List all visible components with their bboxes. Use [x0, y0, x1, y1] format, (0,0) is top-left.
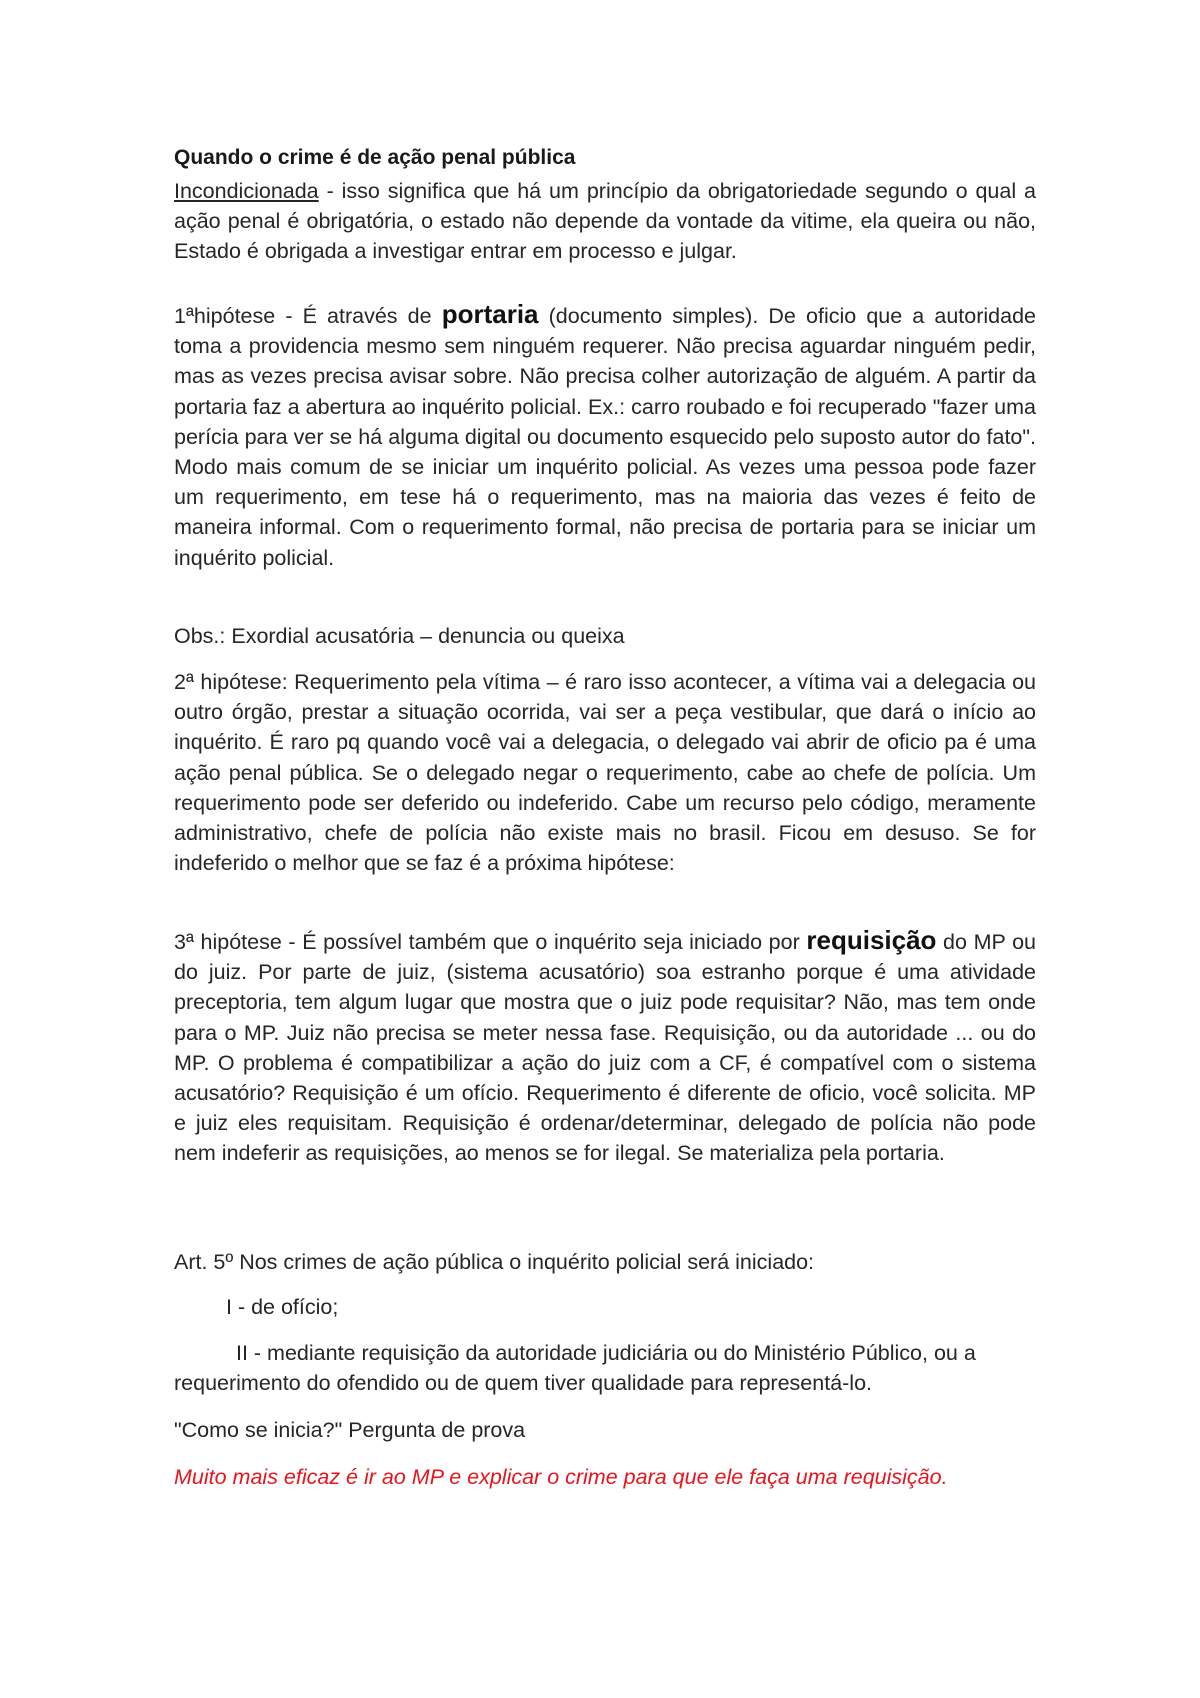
paragraph-text: do MP ou do juiz. Por parte de juiz, (sistema acusatório) soa estranho porque é uma atividade preceptoria, tem algum lugar que mostra que o juiz pode requisitar? Não, mas tem onde para o MP. Juiz não precisa se meter nessa fase. Requisição, ou da autoridade ... ou do MP. O problema é compatibilizar a ação do juiz com a CF, é compatível com o sistema acusatório? Requisição é um ofício. Requerimento é diferente de oficio, você solicita. MP e juiz eles requisitam. Requisição é ordenar/determinar, delegado de polícia não pode nem indeferir as requisições, ao menos se for ilegal. Se materializa pela portaria.	[174, 930, 1036, 1166]
paragraph-text: - isso significa que há um princípio da obrigatoriedade segundo o qual a ação penal é obrigatória, o estado não depende da vontade da vitime, ela queira ou não, Estado é obrigada a investigar entrar em processo e julgar.	[174, 179, 1036, 264]
keyword-portaria: portaria	[441, 299, 539, 329]
paragraph-inciso-2: II - mediante requisição da autoridade judiciária ou do Ministério Público, ou a requerimento do ofendido ou de quem tiver qualidade para representá-lo.	[174, 1341, 976, 1396]
paragraph-incondicionada	[174, 176, 1036, 267]
keyword-requisicao: requisição	[806, 925, 937, 955]
paragraph-third-hypothesis	[174, 925, 1036, 1169]
paragraph-second-hypothesis: 2ª hipótese: Requerimento pela vítima – é raro isso acontecer, a vítima vai a delegacia ou outro órgão, prestar a situação ocorrida, vai ser a peça vestibular, que dará o início ao inquérito. É raro pq quando você vai a delegacia, o delegado vai abrir de oficio pa é uma ação penal pública. Se o delegado negar o requerimento, cabe ao chefe de polícia. Um requerimento pode ser deferido ou indeferido. Cabe um recurso pelo código, meramente administrativo, chefe de polícia não existe mais no brasil. Ficou em desuso. Se for indeferido o melhor que se faz é a próxima hipótese:	[174, 670, 1036, 876]
paragraph-first-hypothesis	[174, 299, 1036, 573]
paragraph-text: 3ª hipótese - É possível também que o inquérito seja iniciado por	[174, 930, 807, 954]
paragraph-text: (documento simples). De oficio que a autoridade toma a providencia mesmo sem ninguém requerer. Não precisa aguardar ninguém pedir, mas as vezes precisa avisar sobre. Não precisa colher autorização de alguém. A partir da portaria faz a abertura ao inquérito policial. Ex.: carro roubado e foi recuperado "fazer uma perícia para ver se há alguma digital ou documento esquecido pelo suposto autor do fato". Modo mais comum de se iniciar um inquérito policial. As vezes uma pessoa pode fazer um requerimento, em tese há o requerimento, mas na maioria das vezes é feito de maneira informal. Com o requerimento formal, não precisa de portaria para se iniciar um inquérito policial.	[174, 304, 1036, 570]
paragraph-inciso-1: I - de ofício;	[226, 1295, 339, 1319]
paragraph-obs: Obs.: Exordial acusatória – denuncia ou queixa	[174, 624, 625, 648]
paragraph-text: 1ªhipótese - É através de	[174, 304, 442, 328]
paragraph-red-note: Muito mais eficaz é ir ao MP e explicar o crime para que ele faça uma requisição.	[174, 1465, 948, 1489]
paragraph-question: "Como se inicia?" Pergunta de prova	[174, 1418, 526, 1442]
section-title: Quando o crime é de ação penal pública	[174, 146, 576, 169]
paragraph-art5: Art. 5º Nos crimes de ação pública o inquérito policial será iniciado:	[174, 1250, 815, 1274]
term-incondicionada: Incondicionada	[174, 179, 319, 203]
